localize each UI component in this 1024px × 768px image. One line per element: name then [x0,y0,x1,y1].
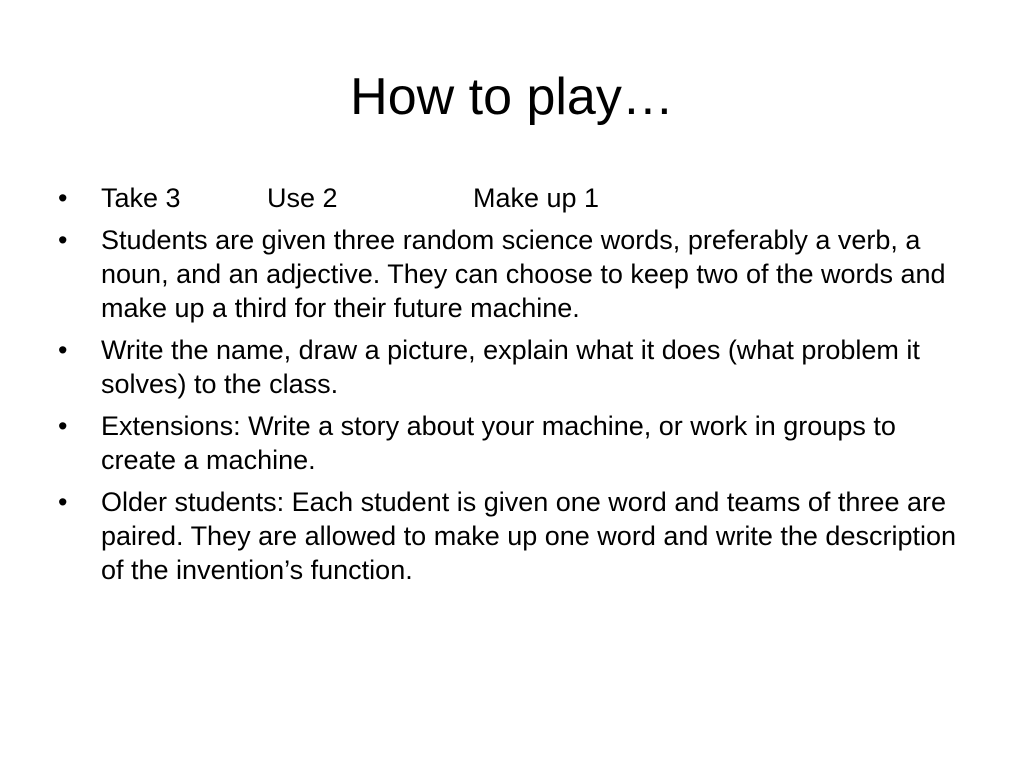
bullet-icon: • [58,487,68,517]
bullet-list [58,181,968,595]
bullet-text: Extensions: Write a story about your machine, or work in groups to create a machine. [101,411,896,475]
bullet-icon: • [58,411,68,441]
bullet-item-extensions [58,409,968,477]
bullet-text: Students are given three random science words, preferably a verb, a noun, and an adjective. They can choose to keep two of the words and make up a third for their future machine. [101,225,946,323]
bullet-item-write-name-draw [58,333,968,401]
take-use-make-row [101,183,599,213]
bullet-icon: • [58,225,68,255]
bullet-icon: • [58,183,68,213]
use-2-text: Use 2 [267,183,338,213]
make-up-1-text: Make up 1 [473,183,600,213]
bullet-text: Older students: Each student is given one word and teams of three are paired. They are allowed to make up one word and write the description of the invention’s function. [101,487,956,585]
bullet-icon: • [58,335,68,365]
slide-title: How to play… [350,68,674,126]
take-3-text: Take 3 [101,183,181,213]
bullet-item-students-given-words [58,223,968,325]
bullet-item-older-students [58,485,968,587]
bullet-item-take-use-make [58,181,968,215]
bullet-text: Write the name, draw a picture, explain what it does (what problem it solves) to the class. [101,335,920,399]
